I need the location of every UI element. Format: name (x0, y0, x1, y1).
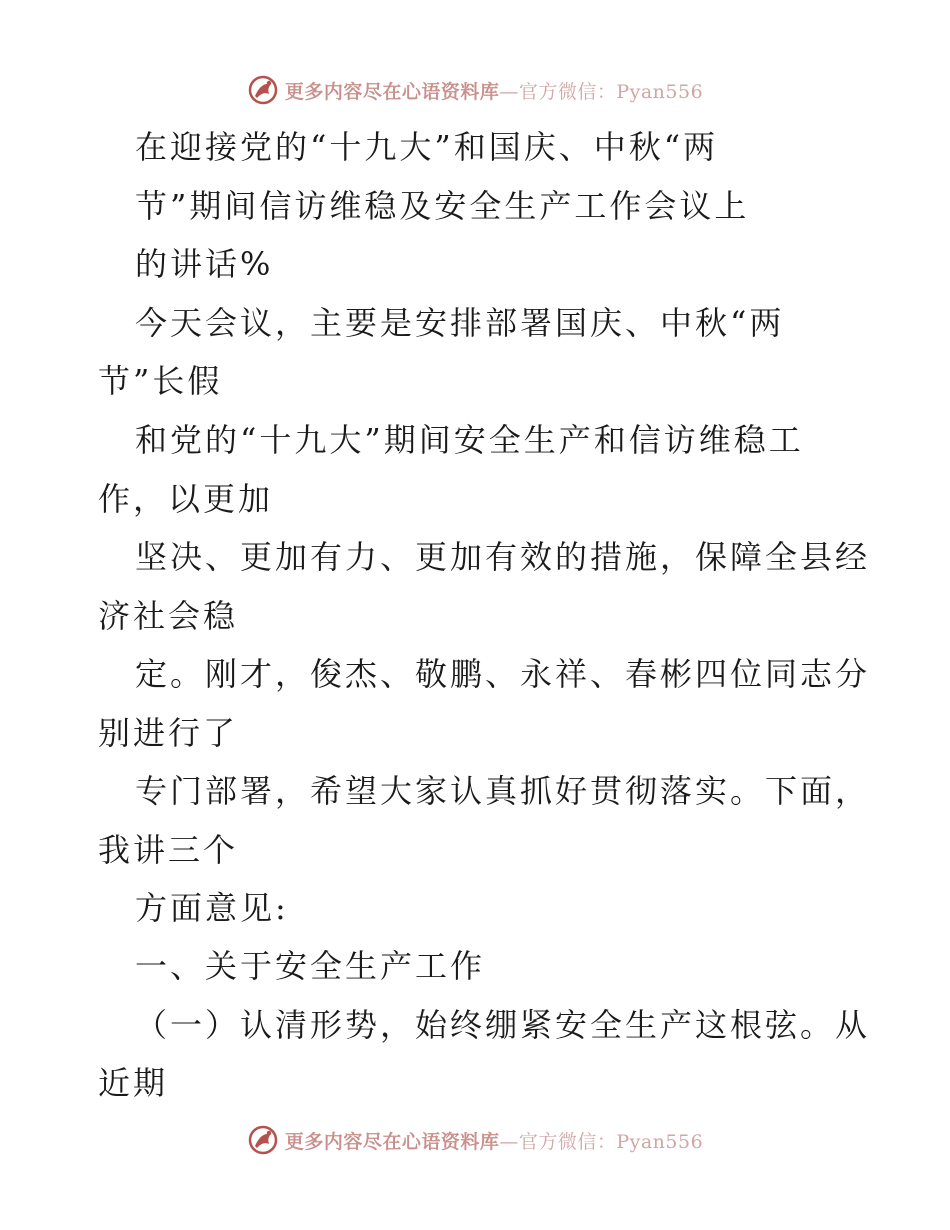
watermark-text (285, 1127, 703, 1154)
paragraph-line: 专门部署，希望大家认真抓好贯彻落实。下面， (135, 772, 871, 810)
paragraph-line: 作，以更加 (98, 480, 274, 518)
watermark-text (285, 77, 703, 104)
watermark-contact: 官方微信：Pyan556 (518, 1130, 704, 1153)
paragraph-line: 节”长假 (98, 362, 223, 400)
paragraph-line: 定。刚才，俊杰、敬鹏、永祥、春彬四位同志分 (135, 655, 871, 693)
subsection-heading: （一）认清形势，始终绷紧安全生产这根弦。从 (135, 1006, 871, 1044)
paragraph-line: 济社会稳 (98, 597, 239, 635)
paragraph-line: 和党的“十九大”期间安全生产和信访维稳工 (135, 421, 804, 459)
paragraph-line: 近期 (98, 1064, 169, 1102)
paragraph-line: 别进行了 (98, 714, 239, 752)
title-line-1: 在迎接党的“十九大”和国庆、中秋“两 (135, 128, 719, 166)
paragraph-line: 坚决、更加有力、更加有效的措施，保障全县经 (135, 538, 871, 576)
watermark-separator: — (499, 1130, 519, 1153)
section-heading: 一、关于安全生产工作 (135, 947, 486, 985)
title-line-3: 的讲话% (135, 245, 274, 283)
paragraph-line: 方面意见: (135, 889, 289, 927)
paragraph-line: 我讲三个 (98, 831, 239, 869)
watermark-contact: 官方微信：Pyan556 (518, 80, 704, 103)
footer-watermark (0, 1122, 950, 1158)
rose-seal-logo-icon (247, 1124, 279, 1156)
watermark-separator: — (499, 80, 519, 103)
watermark-brand: 更多内容尽在心语资料库 (284, 1130, 500, 1153)
title-line-2: 节”期间信访维稳及安全生产工作会议上 (135, 187, 750, 225)
paragraph-line: 今天会议，主要是安排部署国庆、中秋“两 (135, 304, 785, 342)
header-watermark (0, 72, 950, 108)
rose-seal-logo-icon (247, 74, 279, 106)
watermark-brand: 更多内容尽在心语资料库 (284, 80, 500, 103)
